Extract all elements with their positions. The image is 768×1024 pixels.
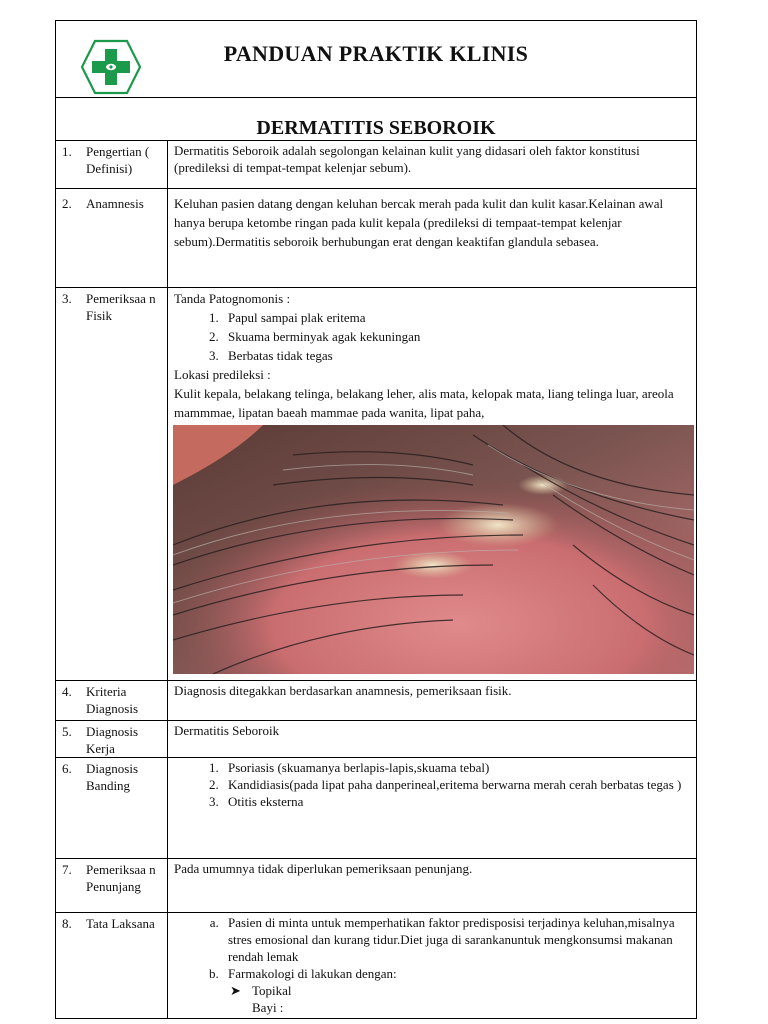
row-number: 6. [62,761,72,776]
table-row [56,189,697,288]
subheader-box [55,96,697,140]
location-text: Kulit kepala, belakang telinga, belakang leher, alis mata, kelopak mata, liang telinga luar, areola mammmae, lipatan baeah mammae pada wanita, lipat paha, [174,386,674,420]
row-number: 8. [62,916,72,931]
list-item: 2. Kandidiasis(pada lipat paha danperineal,eritema berwarna merah cerah berbatas tegas ) [222,776,690,793]
row-label: Tata Laksana [86,916,155,931]
table-row [56,681,697,721]
pathognomonic-heading: Tanda Patognomonis : [174,291,291,306]
list-item: 3. Berbatas tidak tegas [222,346,690,365]
table-row [56,721,697,758]
row-label: Pemeriksaa n Penunjang [86,862,156,894]
list-item: b. Farmakologi di lakukan dengan: [222,965,690,982]
row-content: Pada umumnya tidak diperlukan pemeriksaan penunjang. [174,861,473,876]
row-number: 3. [62,291,72,306]
table-row [56,758,697,859]
topical-item [174,982,690,999]
pathognomonic-list [174,308,690,365]
infant-label: Bayi : [252,1000,284,1015]
row-number: 1. [62,144,72,159]
list-item: 2. Skuama berminyak agak kekuningan [222,327,690,346]
row-label: Anamnesis [86,196,144,211]
treatment-list [174,914,690,982]
row-label: Kriteria Diagnosis [86,684,138,716]
row-label: Pengertian ( Definisi) [86,144,150,176]
document-title: PANDUAN PRAKTIK KLINIS [223,41,529,66]
row-number: 7. [62,862,72,877]
row-label: Diagnosis Kerja [86,724,138,756]
row-number: 4. [62,684,72,699]
table-row [56,141,697,189]
row-content: Dermatitis Seboroik adalah segolongan kelainan kulit yang didasari oleh faktor konstitusi (predileksi di tempat-tempat kelenjar sebum). [174,143,640,175]
list-item: 1. Papul sampai plak eritema [222,308,690,327]
document-page [55,20,696,1015]
header-box [55,20,697,98]
table-row [56,913,697,1019]
content-table [55,140,697,1019]
topical-label: Topikal [252,983,292,998]
table-row [56,288,697,681]
row-content: Diagnosis ditegakkan berdasarkan anamnesis, pemeriksaan fisik. [174,683,512,698]
list-item: 1. Psoriasis (skuamanya berlapis-lapis,skuama tebal) [222,759,690,776]
differential-list [174,759,690,810]
document-subtitle: DERMATITIS SEBOROIK [256,117,496,139]
arrow-bullet-icon: ➤ [230,983,241,998]
row-label: Diagnosis Banding [86,761,138,793]
location-heading: Lokasi predileksi : [174,367,271,382]
table-row [56,859,697,913]
row-content: Keluhan pasien datang dengan keluhan bercak merah pada kulit dan kulit kasar.Kelainan awal hanya berupa ketombe ringan pada kulit kepala (predileksi di tempaat-tempat kelenjar sebum).Dermatitis seboroik berhubungan erat dengan keaktifan glandula sebasea. [174,196,664,249]
row-label: Pemeriksaa n Fisik [86,291,156,323]
list-item: a. Pasien di minta untuk memperhatikan faktor predisposisi terjadinya keluhan,misalnya stres emosional dan kurang tidur.Diet juga di sarankanuntuk mengkonsumsi makanan rendah lemak [222,914,690,965]
row-number: 5. [62,724,72,739]
row-number: 2. [62,196,72,211]
row-content: Dermatitis Seboroik [174,723,280,738]
list-item: 3. Otitis eksterna [222,793,690,810]
scalp-lesion-photo [173,425,694,674]
